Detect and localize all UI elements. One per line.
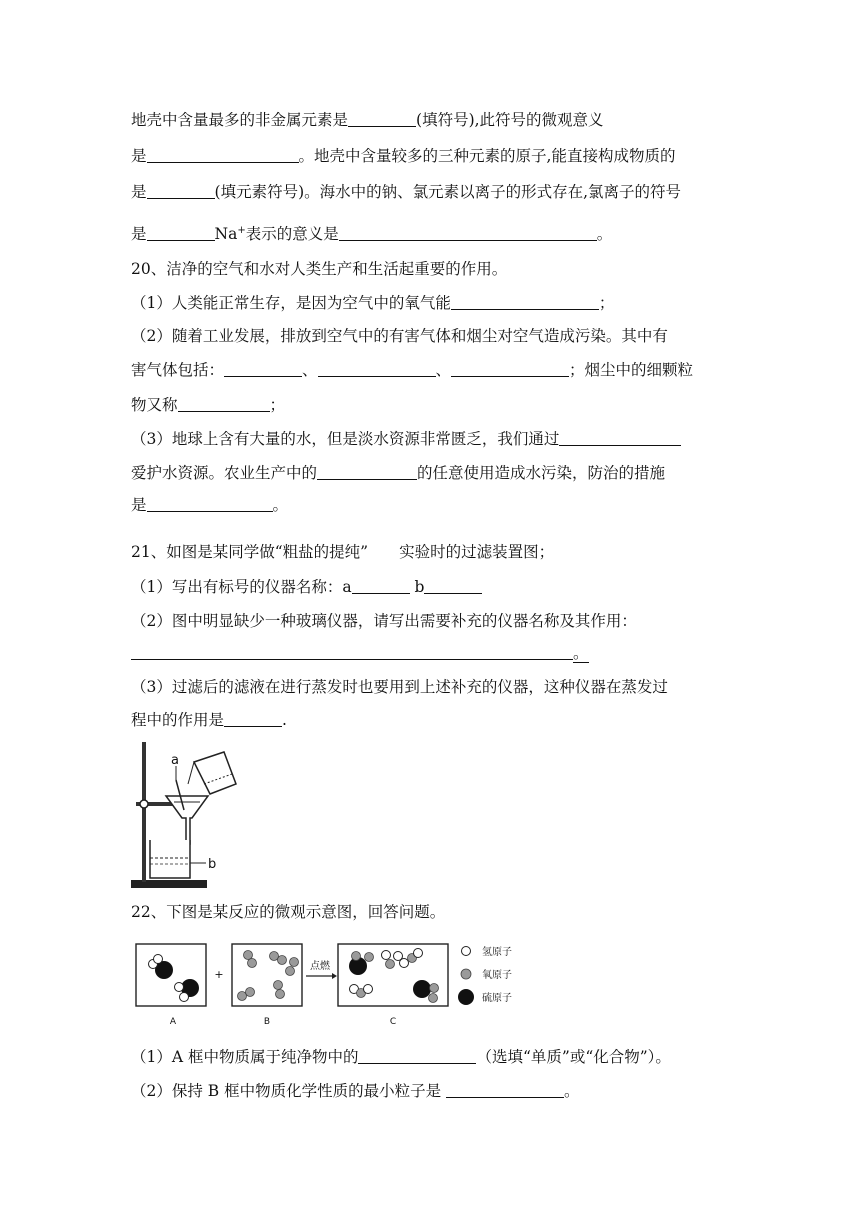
answer-blank[interactable]	[178, 396, 270, 412]
label-a: a	[171, 753, 179, 768]
receiving-beaker	[150, 840, 190, 878]
answer-blank[interactable]	[147, 225, 215, 241]
q22-part-2: （2）保持 B 框中物质化学性质的最小粒子是 。	[131, 1082, 580, 1100]
hydrogen-atom	[414, 949, 423, 958]
oxygen-atom	[278, 956, 287, 965]
answer-blank[interactable]	[446, 1082, 564, 1098]
hydrogen-atom	[364, 985, 373, 994]
q21-part-2: （2）图中明显缺少一种玻璃仪器，请写出需要补充的仪器名称及其作用：	[131, 612, 637, 630]
box-b-label: B	[263, 1017, 271, 1027]
answer-blank[interactable]	[451, 294, 599, 310]
filtration-apparatus-figure	[128, 740, 258, 892]
plus-sign: +	[214, 968, 224, 981]
q20-part-3-line-2: 爱护水资源。农业生产中的 的任意使用造成水污染，防治的措施	[131, 464, 666, 482]
hydrogen-atom	[400, 959, 409, 968]
answer-blank-b[interactable]	[424, 578, 482, 594]
oxygen-atom	[276, 990, 285, 999]
answer-blank[interactable]	[339, 225, 597, 241]
answer-blank[interactable]	[147, 183, 215, 199]
q20-part-3-line-1: （3）地球上含有大量的水，但是淡水资源非常匮乏，我们通过	[131, 429, 681, 449]
pouring-beaker	[194, 752, 236, 794]
q21-part-2-answer: 。	[131, 643, 589, 663]
answer-blank[interactable]	[318, 361, 436, 377]
answer-blank[interactable]	[224, 711, 282, 727]
q20-part-2-line-2: 害气体包括： 、 、 ；烟尘中的细颗粒	[131, 361, 694, 379]
oxygen-atom	[286, 967, 295, 976]
oxygen-atom	[246, 988, 255, 997]
answer-blank[interactable]	[358, 1048, 476, 1064]
q21-part-3-line-2: 程中的作用是 .	[131, 711, 287, 729]
answer-blank[interactable]	[451, 361, 569, 377]
q19-line-1: 地壳中含量最多的非金属元素是 (填符号),此符号的微观意义	[131, 111, 604, 129]
hydrogen-atom	[175, 983, 184, 992]
legend-hydrogen-swatch	[462, 947, 471, 956]
oxygen-atom	[352, 952, 361, 961]
answer-blank[interactable]	[224, 361, 302, 377]
q21-title: 21、如图是某同学做“粗盐的提纯” 实验时的过滤装置图；	[131, 543, 555, 561]
answer-blank[interactable]	[317, 464, 417, 480]
label-b: b	[208, 857, 217, 872]
hydrogen-atom	[180, 993, 189, 1002]
q20-title: 20、洁净的空气和水对人类生产和生活起重要的作用。	[131, 260, 508, 278]
legend-sulfur-swatch	[458, 989, 474, 1005]
q21-part-1: （1）写出有标号的仪器名称：a b	[131, 577, 482, 597]
answer-blank-a[interactable]	[352, 578, 410, 594]
answer-blank[interactable]	[147, 147, 299, 163]
arrow-label: 点燃	[310, 961, 330, 972]
oxygen-atom	[365, 953, 374, 962]
q21-part-3-line-1: （3）过滤后的滤液在进行蒸发时也要用到上述补充的仪器，这种仪器在蒸发过	[131, 678, 668, 696]
hydrogen-atom	[154, 955, 163, 964]
legend-oxygen-label: 氧原子	[482, 970, 512, 981]
q19-line-3: 是 (填元素符号)。海水中的钠、氯元素以离子的形式存在,氯离子的符号	[131, 183, 682, 201]
oxygen-atom	[429, 994, 438, 1003]
box-a-label: A	[169, 1017, 177, 1027]
oxygen-atom	[248, 959, 257, 968]
oxygen-atom	[244, 951, 253, 960]
q20-part-2-line-1: （2）随着工业发展，排放到空气中的有害气体和烟尘对空气造成污染。其中有	[131, 327, 668, 345]
oxygen-atom	[270, 952, 279, 961]
legend-oxygen-swatch	[461, 969, 471, 979]
oxygen-atom	[386, 960, 395, 969]
box-c-label: C	[389, 1017, 397, 1027]
answer-blank[interactable]	[147, 496, 273, 512]
oxygen-atom	[274, 981, 283, 990]
oxygen-atom	[290, 958, 299, 967]
reaction-microscopic-diagram	[128, 938, 558, 1030]
q19-line-2: 是 。地壳中含量较多的三种元素的原子,能直接构成物质的	[131, 147, 676, 165]
q22-part-1: （1）A 框中物质属于纯净物中的 （选填“单质”或“化合物”）。	[131, 1048, 671, 1066]
q20-part-2-line-3: 物又称 ；	[131, 396, 286, 414]
oxygen-atom	[238, 992, 247, 1001]
funnel	[166, 796, 208, 844]
legend-hydrogen-label: 氢原子	[482, 947, 512, 958]
answer-blank[interactable]	[348, 111, 416, 127]
answer-blank[interactable]	[131, 644, 573, 660]
stand-rod	[142, 742, 146, 882]
q22-title: 22、下图是某反应的微观示意图，回答问题。	[131, 903, 446, 921]
q20-part-3-line-3: 是 。	[131, 496, 289, 514]
answer-blank[interactable]	[559, 430, 681, 446]
legend-sulfur-label: 硫原子	[482, 993, 512, 1004]
sulfur-atom	[413, 980, 431, 998]
q19-line-4: 是 Na+表示的意义是 。	[131, 225, 613, 243]
q20-part-1: （1）人类能正常生存，是因为空气中的氧气能 ；	[131, 294, 615, 312]
oxygen-atom	[430, 984, 439, 993]
hydrogen-atom	[382, 951, 391, 960]
